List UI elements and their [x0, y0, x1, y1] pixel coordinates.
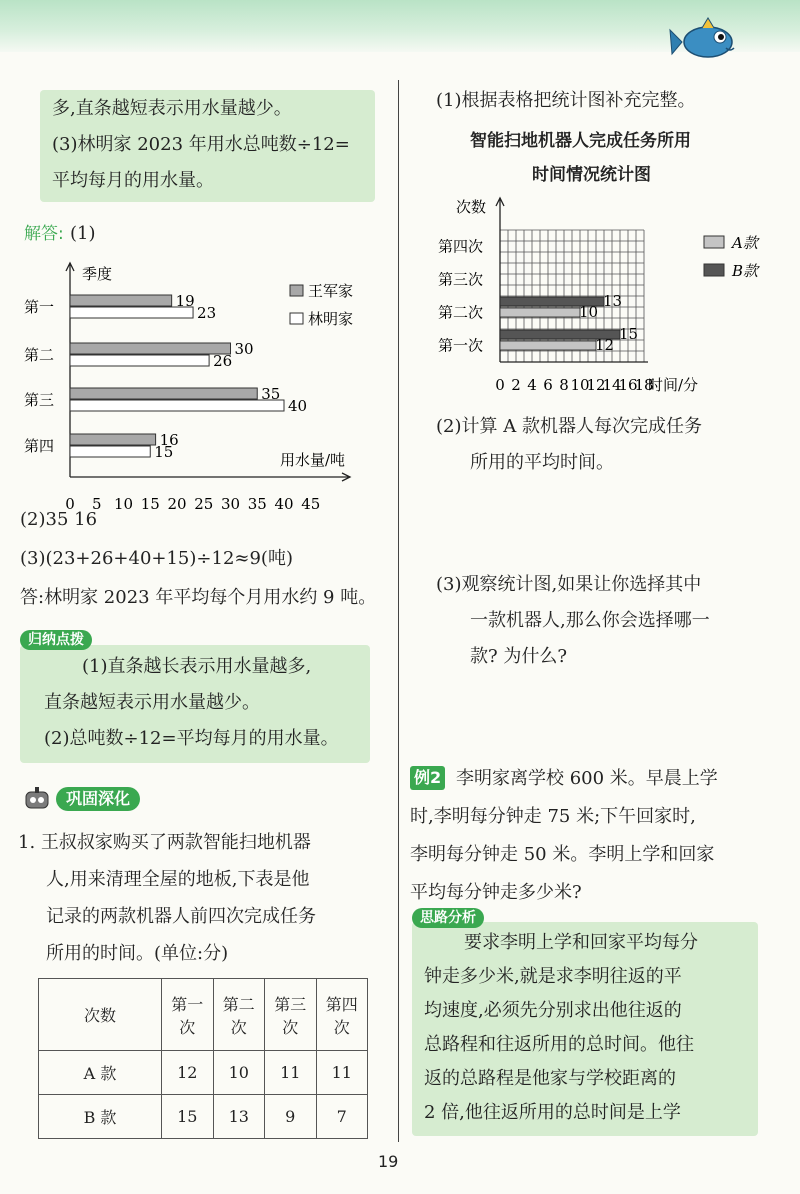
bar-data-label: 26 — [213, 352, 233, 370]
x-tick-label: 45 — [301, 495, 321, 513]
bar-data-label: 30 — [234, 340, 254, 358]
x-tick-label: 18 — [634, 376, 654, 394]
fish-mascot-icon — [668, 12, 744, 72]
x-tick-label: 5 — [91, 495, 102, 513]
table-cell: 9 — [265, 1095, 317, 1139]
chart2-title-line2: 时间情况统计图 — [532, 165, 651, 185]
robot-mascot-icon — [20, 786, 54, 812]
y-axis-label: 次数 — [456, 198, 487, 216]
row-label: B 款 — [39, 1095, 162, 1139]
x-tick-label: 15 — [140, 495, 160, 513]
answer-part3: (3)(23+26+40+15)÷12≈9(吨) — [20, 548, 293, 569]
table-cell: 11 — [316, 1051, 368, 1095]
example-tag: 例2 — [410, 766, 445, 790]
bar-wang — [70, 295, 172, 306]
table-cell: 11 — [265, 1051, 317, 1095]
analysis-line: 均速度,必须先分别求出他往返的 — [424, 1000, 682, 1021]
x-tick-label: 10 — [570, 376, 590, 394]
category-label: 第三次 — [438, 270, 484, 289]
bar-data-label: 13 — [603, 292, 623, 310]
water-usage-bar-chart — [18, 255, 398, 513]
summary-line: (2)总吨数÷12=平均每月的用水量。 — [44, 728, 339, 749]
example-line: 时,李明每分钟走 75 米;下午回家时, — [410, 806, 696, 827]
answer-conclusion: 答:林明家 2023 年平均每个月用水约 9 吨。 — [20, 587, 377, 608]
table-cell: 13 — [213, 1095, 265, 1139]
legend-label: B款 — [732, 262, 759, 280]
problem-line: 记录的两款机器人前四次完成任务 — [46, 906, 316, 927]
x-tick-label: 0 — [495, 376, 505, 394]
example-line: 平均每分钟走多少米? — [410, 882, 582, 903]
answer-part1-number: (1) — [70, 223, 96, 244]
analysis-line: 总路程和往返所用的总时间。他往 — [424, 1034, 694, 1055]
x-tick-label: 25 — [194, 495, 214, 513]
category-label: 第三 — [24, 391, 55, 409]
table-cell: 7 — [316, 1095, 368, 1139]
bar-data-label: 40 — [288, 397, 308, 415]
bar-lin — [70, 400, 284, 411]
bar-a — [500, 308, 580, 317]
x-tick-label: 6 — [543, 376, 553, 394]
task-time-table — [38, 978, 368, 1139]
table-col-header: 第三 次 — [265, 979, 317, 1051]
table-col-header: 第二 次 — [213, 979, 265, 1051]
example-line: 李明家离学校 600 米。早晨上学 — [456, 768, 718, 789]
x-tick-label: 2 — [511, 376, 521, 394]
bar-data-label: 10 — [579, 303, 599, 321]
summary-tag: 归纳点拨 — [20, 630, 92, 650]
column-divider — [398, 80, 399, 1142]
example-line: 李明每分钟走 50 米。李明上学和回家 — [410, 844, 715, 865]
question-3: (3)观察统计图,如果让你选择其中 — [436, 574, 702, 595]
legend-swatch — [290, 285, 303, 296]
legend-swatch — [290, 313, 303, 324]
answer-part2: (2)35 16 — [20, 509, 98, 530]
bar-data-label: 19 — [175, 292, 195, 310]
question-2: 所用的平均时间。 — [470, 452, 614, 473]
x-axis-label: 用水量/吨 — [280, 451, 346, 469]
bar-wang — [70, 343, 231, 354]
x-tick-label: 0 — [65, 495, 75, 513]
x-tick-label: 10 — [113, 495, 134, 513]
analysis-line: 2 倍,他往返所用的总时间是上学 — [424, 1102, 681, 1123]
legend-label: A款 — [732, 234, 758, 252]
question-3: 款? 为什么? — [470, 646, 568, 667]
robot-time-bar-chart — [404, 190, 800, 405]
table-col-header: 第一 次 — [162, 979, 214, 1051]
x-tick-label: 20 — [167, 495, 187, 513]
x-tick-label: 35 — [247, 495, 267, 513]
table-cell: 10 — [213, 1051, 265, 1095]
category-label: 第四次 — [438, 237, 484, 256]
table-row — [39, 1051, 368, 1095]
bar-data-label: 35 — [261, 385, 281, 403]
x-axis-label: 时间/分 — [648, 376, 699, 394]
bar-lin — [70, 307, 193, 318]
category-label: 第一 — [24, 298, 55, 316]
bar-lin — [70, 355, 209, 366]
bar-data-label: 16 — [159, 431, 179, 449]
x-tick-label: 4 — [527, 376, 537, 394]
table-cell: 12 — [162, 1051, 214, 1095]
table-cell: 15 — [162, 1095, 214, 1139]
summary-line: 直条越短表示用水量越少。 — [44, 692, 260, 713]
category-label: 第二次 — [438, 303, 484, 322]
legend-swatch — [704, 264, 724, 276]
bar-a — [500, 341, 596, 350]
consolidate-tag: 巩固深化 — [56, 787, 140, 811]
analysis-line: 钟走多少米,就是求李明往返的平 — [424, 966, 682, 987]
legend-swatch — [704, 236, 724, 248]
analysis-tag: 思路分析 — [412, 908, 484, 928]
note-line: 平均每月的用水量。 — [52, 170, 214, 191]
x-tick-label: 16 — [618, 376, 638, 394]
legend-label: 王军家 — [308, 282, 354, 300]
analysis-line: 要求李明上学和回家平均每分 — [464, 932, 698, 953]
x-tick-label: 40 — [274, 495, 294, 513]
table-header-cell: 次数 — [39, 979, 162, 1051]
chart2-title-line1: 智能扫地机器人完成任务所用 — [470, 131, 691, 151]
bar-lin — [70, 446, 150, 457]
bar-wang — [70, 434, 156, 445]
question-2: (2)计算 A 款机器人每次完成任务 — [436, 416, 702, 437]
x-tick-label: 14 — [602, 376, 622, 394]
y-axis-label: 季度 — [82, 265, 113, 283]
x-tick-label: 8 — [559, 376, 569, 394]
bar-data-label: 23 — [197, 304, 217, 322]
bar-data-label: 15 — [154, 443, 174, 461]
table-col-header: 第四 次 — [316, 979, 368, 1051]
bar-data-label: 12 — [595, 336, 615, 354]
problem-line: 所用的时间。(单位:分) — [46, 943, 229, 964]
row-label: A 款 — [39, 1051, 162, 1095]
problem-line: 1. 王叔叔家购买了两款智能扫地机器 — [18, 832, 311, 853]
question-1: (1)根据表格把统计图补充完整。 — [436, 90, 696, 111]
bar-wang — [70, 388, 257, 399]
table-row — [39, 1095, 368, 1139]
x-tick-label: 12 — [586, 376, 606, 394]
category-label: 第二 — [24, 346, 55, 364]
note-line: (3)林明家 2023 年用水总吨数÷12= — [52, 134, 350, 155]
answer-label: 解答: — [24, 224, 64, 244]
bar-data-label: 15 — [619, 325, 639, 343]
analysis-line: 返的总路程是他家与学校距离的 — [424, 1068, 676, 1089]
problem-line: 人,用来清理全屋的地板,下表是他 — [46, 869, 310, 890]
page-number: 19 — [378, 1152, 399, 1171]
category-label: 第一次 — [438, 336, 484, 355]
note-line: 多,直条越短表示用水量越少。 — [52, 98, 292, 119]
summary-line: (1)直条越长表示用水量越多, — [82, 656, 312, 677]
question-3: 一款机器人,那么你会选择哪一 — [470, 610, 710, 631]
x-tick-label: 30 — [220, 495, 241, 513]
category-label: 第四 — [24, 437, 55, 455]
legend-label: 林明家 — [308, 310, 354, 328]
